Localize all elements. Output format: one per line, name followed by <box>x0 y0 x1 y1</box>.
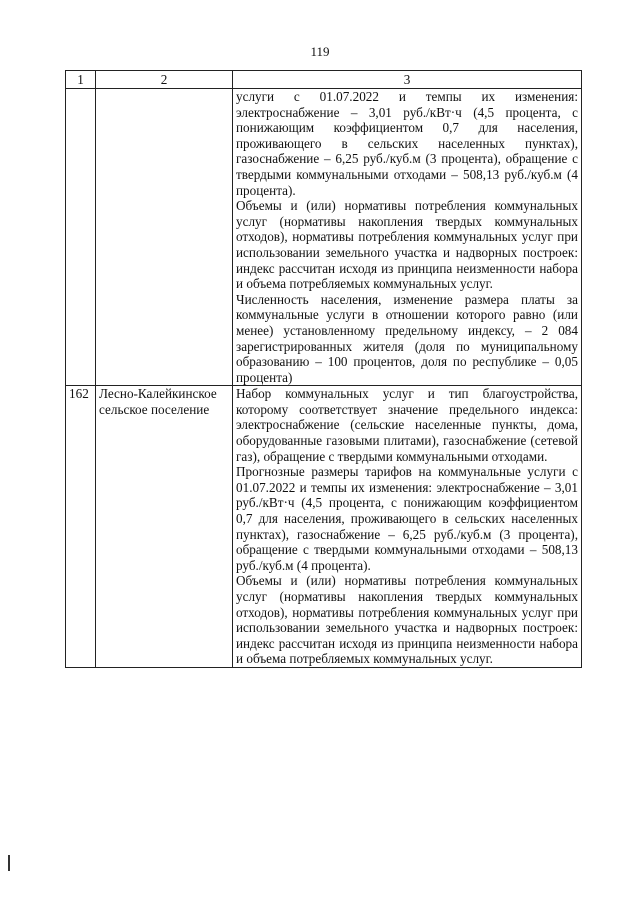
municipality-name <box>96 89 233 386</box>
document-table <box>65 70 582 668</box>
row-number: 162 <box>66 386 96 668</box>
row-description <box>233 386 582 668</box>
municipality-name: Лесно-Калейкинское сельское поселение <box>96 386 233 668</box>
column-header-3: 3 <box>233 71 582 89</box>
paragraph: Прогнозные размеры тарифов на коммунальные услуги с 01.07.2022 и темпы их изменения: электроснабжение – 3,01 руб./кВт·ч (4,5 процента, с понижающим коэффициентом 0,7 для населения, проживающего в сельских населенных пунктах), газоснабжение – 6,25 руб./куб.м (3 процента), обращение с твердыми коммунальными отходами – 508,13 руб./куб.м (4 процента). <box>236 464 578 573</box>
paragraph: Численность населения, изменение размера платы за коммунальные услуги в отношении которого равно (или менее) установленному предельному индексу, – 2 084 зарегистрированных жителя (доля по муниципальному образованию – 100 процентов, доля по республике – 0,05 процента) <box>236 291 578 385</box>
paragraph: Набор коммунальных услуг и тип благоустройства, которому соответствует значение предельного индекса: электроснабжение (сельские населенные пункты, дома, оборудованные газовыми плитами), газоснабжение (сетевой газ), обращение с твердыми коммунальными отходами. <box>236 386 578 464</box>
paragraph: Объемы и (или) нормативы потребления коммунальных услуг (нормативы накопления твердых коммунальных отходов), нормативы потребления коммунальных услуг при использовании земельного участка и надворных построек: индекс рассчитан исходя из принципа неизменности набора и объема потребляемых коммунальных услуг. <box>236 573 578 667</box>
table-header-row <box>66 71 582 89</box>
table-row <box>66 386 582 668</box>
row-number <box>66 89 96 386</box>
paragraph: Объемы и (или) нормативы потребления коммунальных услуг (нормативы накопления твердых коммунальных отходов), нормативы потребления коммунальных услуг при использовании земельного участка и надворных построек: индекс рассчитан исходя из принципа неизменности набора и объема потребляемых коммунальных услуг. <box>236 198 578 292</box>
table-row <box>66 89 582 386</box>
column-header-1: 1 <box>66 71 96 89</box>
column-header-2: 2 <box>96 71 233 89</box>
margin-mark <box>8 855 10 871</box>
page-number: 119 <box>310 44 330 59</box>
paragraph: услуги с 01.07.2022 и темпы их изменения: электроснабжение – 3,01 руб./кВт·ч (4,5 процента, с понижающим коэффициентом 0,7 для населения, проживающего в сельских населенных пунктах), газоснабжение – 6,25 руб./куб.м (3 процента), обращение с твердыми коммунальными отходами – 508,13 руб./куб.м (4 процента). <box>236 89 578 198</box>
row-description <box>233 89 582 386</box>
